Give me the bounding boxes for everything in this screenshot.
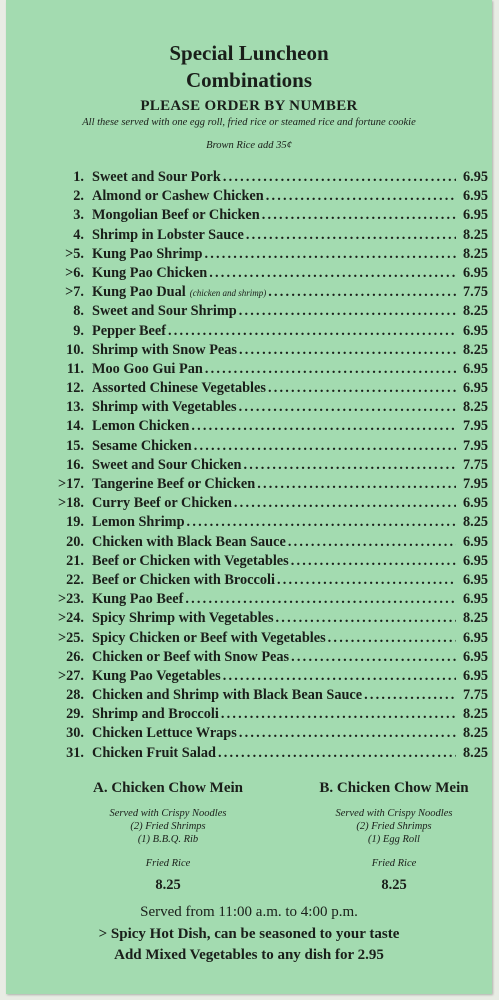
- menu-item-price: 6.95: [462, 322, 488, 339]
- menu-item-price: 6.95: [462, 380, 488, 397]
- menu-item: [46, 361, 488, 380]
- combo-b-line1: Served with Crispy Noodles: [335, 808, 453, 819]
- combo-a-line2: (2) Fried Shrimps: [130, 821, 206, 832]
- dot-leader: [239, 399, 456, 416]
- menu-item: [46, 495, 488, 514]
- menu-item-price: 7.95: [462, 476, 488, 492]
- menu-item-name-cell: [92, 438, 192, 455]
- menu-item-name: Shrimp with Vegetables: [92, 399, 237, 416]
- dot-leader: [218, 745, 456, 762]
- menu-item-name: Mongolian Beef or Chicken: [92, 207, 260, 224]
- menu-item-name-cell: [92, 227, 244, 244]
- menu-item-name: Almond or Cashew Chicken: [92, 188, 264, 205]
- menu-item-name-cell: [92, 745, 216, 762]
- menu-item-number: >27.: [57, 667, 84, 684]
- menu-item-number: 2.: [73, 188, 84, 205]
- menu-item-number: 26.: [66, 648, 84, 665]
- combo-b-title: B. Chicken Chow Mein: [319, 780, 469, 796]
- menu-item-name-cell: [92, 476, 255, 493]
- menu-item-name: Lemon Chicken: [92, 418, 190, 435]
- menu-item-number: 22.: [66, 571, 84, 588]
- menu-item-price: 6.95: [462, 571, 488, 588]
- dot-leader: [246, 227, 456, 244]
- menu-item-price: 8.25: [462, 610, 488, 627]
- menu-item-name: Sweet and Sour Shrimp: [92, 303, 237, 320]
- menu-item-name: Kung Pao Chicken: [92, 264, 208, 281]
- combo-a-price: 8.25: [155, 877, 181, 893]
- menu-item-price: 6.95: [462, 591, 488, 608]
- menu-item-name: Sweet and Sour Pork: [92, 169, 221, 185]
- menu-item-name: Shrimp in Lobster Sauce: [92, 226, 244, 243]
- dot-leader: [276, 610, 456, 627]
- menu-item: [46, 246, 488, 265]
- menu-title-line1: Special Luncheon: [169, 41, 329, 65]
- menu-item-name-cell: [92, 323, 166, 340]
- menu-item-name-cell: [92, 284, 266, 301]
- menu-item-number: 8.: [73, 303, 84, 320]
- menu-item-number: >5.: [65, 245, 84, 262]
- menu-item-name: Chicken Lettuce Wraps: [92, 725, 237, 742]
- menu-item-price: 8.25: [462, 399, 488, 416]
- menu-item-name: Shrimp and Broccoli: [92, 706, 219, 723]
- dot-leader: [243, 457, 456, 474]
- dot-leader: [239, 725, 456, 742]
- menu-item-number: 30.: [66, 725, 84, 742]
- combo-a-line3: (1) B.B.Q. Rib: [137, 834, 199, 845]
- menu-item-price: 8.25: [462, 514, 488, 531]
- menu-item: [46, 687, 488, 706]
- menu-item: [46, 745, 488, 764]
- menu-item-number: 13.: [66, 399, 84, 416]
- menu-item-note: (chicken and shrimp): [189, 288, 267, 299]
- dot-leader: [234, 495, 456, 512]
- menu-item: [46, 572, 488, 591]
- menu-item-number: >6.: [65, 264, 84, 281]
- menu-item-price: 6.95: [462, 169, 488, 185]
- combo-a-rice: Fried Rice: [145, 858, 191, 869]
- menu-item-price: 6.95: [462, 188, 488, 205]
- dot-leader: [291, 649, 456, 666]
- menu-item-name-cell: [92, 265, 207, 282]
- menu-item: [46, 380, 488, 399]
- menu-item-number: >7.: [65, 284, 84, 301]
- combo-b-line3: (1) Egg Roll: [368, 834, 420, 845]
- spicy-note: > Spicy Hot Dish, can be seasoned to your taste: [98, 926, 400, 942]
- menu-item-name-cell: [92, 361, 203, 378]
- menu-item-name-cell: [92, 399, 237, 416]
- serving-hours: Served from 11:00 a.m. to 4:00 p.m.: [140, 904, 358, 920]
- menu-item-name-cell: [92, 725, 237, 742]
- menu-item-number: 10.: [66, 341, 84, 358]
- menu-item-name: Curry Beef or Chicken: [92, 495, 232, 512]
- menu-item-name: Kung Pao Shrimp: [92, 245, 203, 262]
- menu-item-name: Pepper Beef: [92, 322, 166, 339]
- dot-leader: [364, 687, 456, 704]
- dot-leader: [262, 207, 456, 224]
- menu-item-name: Chicken and Shrimp with Black Bean Sauce: [92, 687, 363, 704]
- menu-item-number: 15.: [66, 437, 84, 454]
- menu-item-name-cell: [92, 169, 221, 186]
- menu-item-name-cell: [92, 418, 189, 435]
- dot-leader: [291, 553, 456, 570]
- dot-leader: [209, 265, 456, 282]
- menu-item: [46, 649, 488, 668]
- combo-a: [68, 780, 268, 894]
- combo-a-title: A. Chicken Chow Mein: [92, 780, 243, 796]
- menu-item-number: 3.: [73, 207, 84, 224]
- menu-item-name-cell: [92, 514, 185, 531]
- menu-item-name-cell: [92, 303, 237, 320]
- menu-item-name: Sesame Chicken: [92, 437, 192, 454]
- menu-item-price: 8.25: [462, 744, 488, 761]
- dot-leader: [204, 246, 456, 263]
- menu-item-number: 28.: [66, 687, 84, 704]
- menu-item-number: >17.: [57, 476, 84, 492]
- menu-item-number: >23.: [57, 591, 84, 608]
- menu-item-name-cell: [92, 188, 264, 205]
- menu-item-name: Kung Pao Dual: [92, 284, 186, 301]
- order-instruction: PLEASE ORDER BY NUMBER: [140, 98, 358, 114]
- menu-item-name-cell: [92, 706, 219, 723]
- menu-item-price: 6.95: [462, 667, 488, 684]
- dot-leader: [194, 438, 456, 455]
- menu-item: [46, 591, 488, 610]
- menu-item-price: 6.95: [462, 264, 488, 281]
- combo-b-price: 8.25: [381, 877, 407, 893]
- dot-leader: [257, 476, 456, 493]
- menu-item: [46, 303, 488, 322]
- menu-item: [46, 610, 488, 629]
- dot-leader: [277, 572, 456, 589]
- menu-item-price: 7.75: [462, 456, 488, 473]
- menu-item-price: 6.95: [462, 629, 488, 646]
- menu-item-number: 31.: [66, 744, 84, 761]
- menu-item: [46, 706, 488, 725]
- brown-rice-note: Brown Rice add 35¢: [206, 140, 292, 151]
- menu-item-name-cell: [92, 649, 289, 666]
- menu-item-price: 7.75: [462, 687, 488, 704]
- menu-item-price: 6.95: [462, 207, 488, 224]
- dot-leader: [185, 591, 456, 608]
- menu-item-name-cell: [92, 457, 241, 474]
- menu-item: [46, 630, 488, 649]
- menu-item-name-cell: [92, 553, 289, 570]
- menu-item: [46, 323, 488, 342]
- menu-item-name-cell: [92, 207, 260, 224]
- dot-leader: [288, 534, 456, 551]
- menu-item-name-cell: [92, 630, 326, 647]
- menu-item-price: 8.25: [462, 245, 488, 262]
- menu-item-number: 4.: [73, 226, 84, 243]
- dot-leader: [223, 668, 456, 685]
- menu-item-name: Chicken or Beef with Snow Peas: [92, 648, 290, 665]
- menu-item-name: Sweet and Sour Chicken: [92, 456, 242, 473]
- menu-item-number: 16.: [66, 456, 84, 473]
- menu-item: [46, 265, 488, 284]
- menu-item-name-cell: [92, 380, 266, 397]
- menu-item: [46, 188, 488, 207]
- menu-item-list: [46, 169, 488, 764]
- menu-item: [46, 438, 488, 457]
- menu-item-name-cell: [92, 668, 221, 685]
- menu-item-price: 8.25: [462, 341, 488, 358]
- combo-b-line2: (2) Fried Shrimps: [356, 821, 432, 832]
- menu-item: [46, 399, 488, 418]
- dot-leader: [268, 380, 456, 397]
- menu-item: [46, 668, 488, 687]
- dot-leader: [268, 284, 456, 301]
- menu-item-name: Kung Pao Vegetables: [92, 667, 221, 684]
- mixed-vegetables-note: Add Mixed Vegetables to any dish for 2.95: [114, 947, 384, 963]
- menu-item-name: Tangerine Beef or Chicken: [92, 476, 256, 492]
- menu-item-name: Lemon Shrimp: [92, 514, 185, 531]
- menu-item-name-cell: [92, 591, 183, 608]
- menu-item-price: 8.25: [462, 303, 488, 320]
- menu-item-price: 7.75: [462, 284, 488, 301]
- menu-item: [46, 476, 488, 495]
- menu-title-line2: Combinations: [185, 68, 313, 92]
- menu-item-name: Chicken Fruit Salad: [92, 744, 216, 761]
- menu-item-number: 1.: [73, 169, 84, 185]
- dot-leader: [205, 361, 456, 378]
- menu-item-price: 7.95: [462, 418, 488, 435]
- menu-item-number: 9.: [73, 322, 84, 339]
- menu-item: [46, 169, 488, 188]
- menu-item-name-cell: [92, 495, 232, 512]
- menu-item-price: 8.25: [462, 226, 488, 243]
- menu-item: [46, 534, 488, 553]
- menu-item-price: 6.95: [462, 495, 488, 512]
- menu-item: [46, 207, 488, 226]
- menu-item: [46, 418, 488, 437]
- dot-leader: [221, 706, 456, 723]
- combo-b-rice: Fried Rice: [371, 858, 417, 869]
- combo-b: [294, 780, 494, 894]
- menu-item: [46, 553, 488, 572]
- menu-item-name: Spicy Shrimp with Vegetables: [92, 610, 274, 627]
- menu-item-number: 19.: [66, 514, 84, 531]
- menu-item-number: 11.: [66, 360, 84, 377]
- menu-item-name-cell: [92, 246, 202, 263]
- menu-item-price: 8.25: [462, 706, 488, 723]
- menu-item-price: 7.95: [462, 437, 488, 454]
- dot-leader: [168, 323, 456, 340]
- menu-item-price: 6.95: [462, 552, 488, 569]
- dot-leader: [191, 418, 456, 435]
- menu-item-number: 12.: [66, 380, 84, 397]
- dot-leader: [239, 303, 456, 320]
- dot-leader: [187, 514, 456, 531]
- menu-item: [46, 457, 488, 476]
- dot-leader: [266, 188, 456, 205]
- dot-leader: [328, 630, 456, 647]
- menu-item-number: >24.: [57, 610, 84, 627]
- menu-item-price: 6.95: [462, 360, 488, 377]
- menu-item-name: Chicken with Black Bean Sauce: [92, 533, 286, 550]
- menu-item-name-cell: [92, 610, 274, 627]
- menu-item: [46, 227, 488, 246]
- menu-item-name: Beef or Chicken with Broccoli: [92, 571, 275, 588]
- menu-item-name: Spicy Chicken or Beef with Vegetables: [92, 629, 326, 646]
- menu-item: [46, 342, 488, 361]
- menu-item: [46, 725, 488, 744]
- menu-item-number: >25.: [57, 629, 84, 646]
- menu-item-name: Beef or Chicken with Vegetables: [92, 552, 289, 569]
- menu-item-name: Shrimp with Snow Peas: [92, 341, 237, 358]
- menu-item-name-cell: [92, 342, 237, 359]
- menu-item: [46, 284, 488, 303]
- menu-item-number: 14.: [66, 418, 84, 435]
- served-with-note: All these served with one egg roll, fried rice or steamed rice and fortune cookie: [82, 117, 416, 128]
- menu-item-name-cell: [92, 534, 286, 551]
- menu-sheet: [6, 0, 492, 994]
- menu-item-name: Assorted Chinese Vegetables: [92, 380, 266, 397]
- menu-item-name-cell: [92, 572, 275, 589]
- menu-item-name: Kung Pao Beef: [92, 591, 184, 608]
- menu-item-number: >18.: [57, 495, 84, 512]
- menu-item-number: 21.: [66, 552, 84, 569]
- menu-item-price: 6.95: [462, 533, 488, 550]
- dot-leader: [223, 169, 456, 186]
- menu-item-number: 20.: [66, 533, 84, 550]
- combo-a-line1: Served with Crispy Noodles: [109, 808, 227, 819]
- menu-item-name-cell: [92, 687, 362, 704]
- dot-leader: [239, 342, 456, 359]
- menu-item-number: 29.: [66, 706, 84, 723]
- menu-item-price: 6.95: [462, 648, 488, 665]
- menu-item: [46, 514, 488, 533]
- menu-item-price: 8.25: [462, 725, 488, 742]
- menu-item-name: Moo Goo Gui Pan: [92, 360, 203, 377]
